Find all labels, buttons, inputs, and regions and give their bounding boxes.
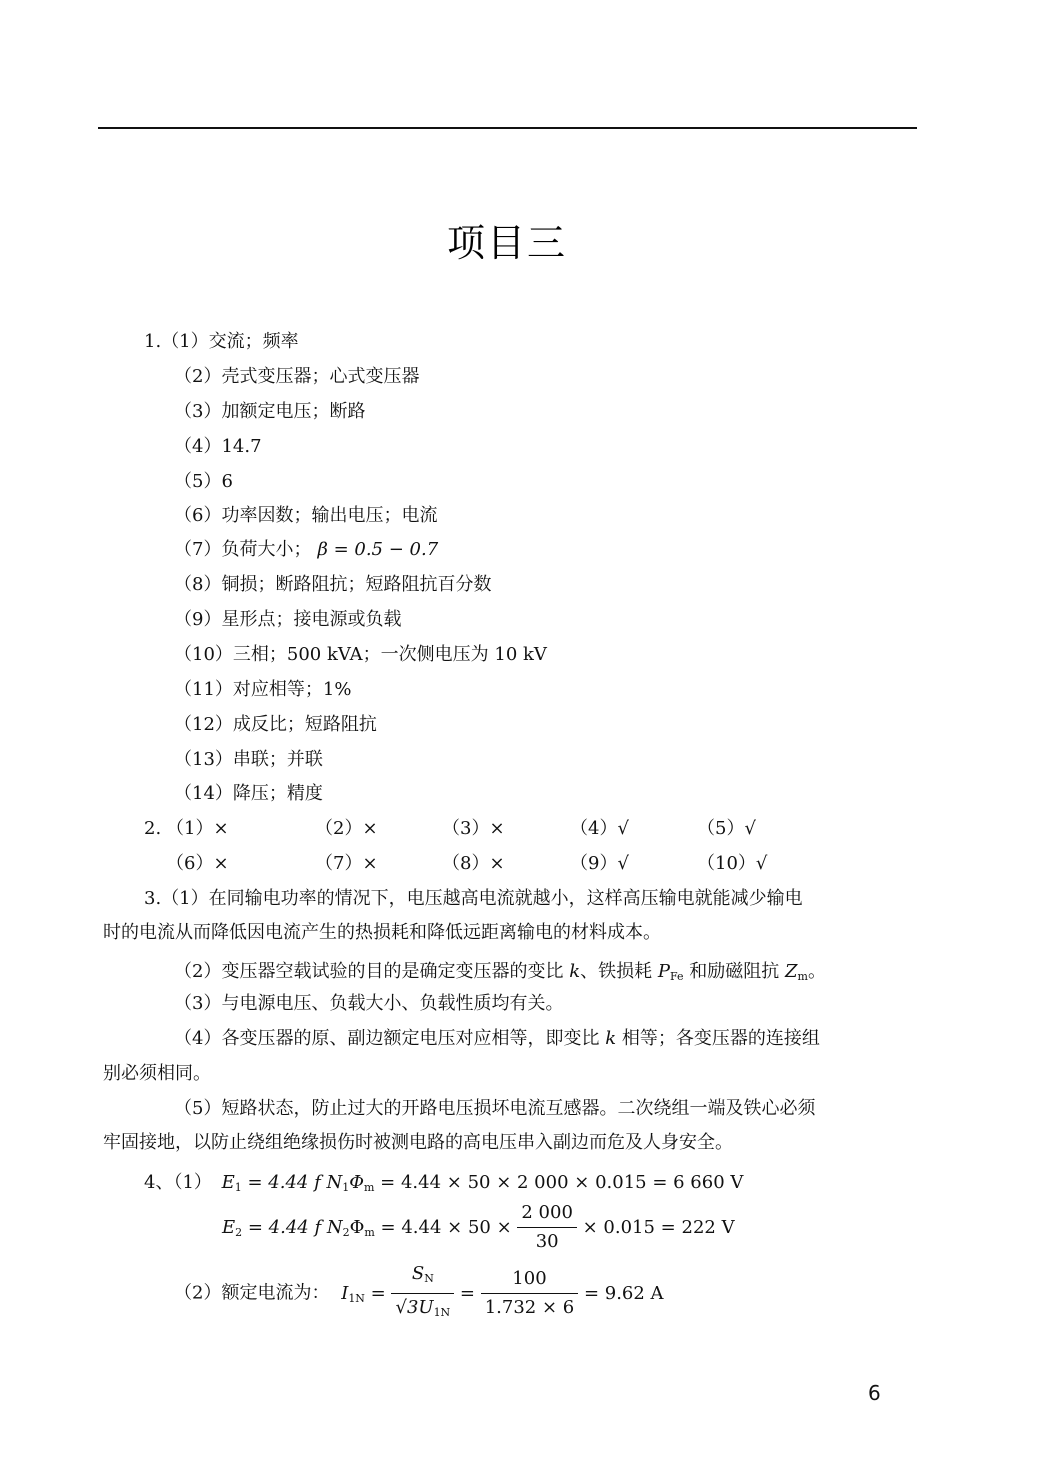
q2-answer-7: （7）×	[315, 853, 378, 874]
i1n-symbol-sub: 1N	[348, 1291, 365, 1305]
page-number: 6	[868, 1381, 881, 1405]
e2-part: = 4.44 × 50 ×	[374, 1216, 518, 1238]
q2-answer-5: （5）√	[697, 818, 756, 839]
q4-part-1-label: （1）	[173, 1172, 212, 1193]
i1n-rhs: = 9.62 A	[578, 1282, 664, 1304]
var-k-2: k	[605, 1028, 617, 1049]
q3-answer-5-line-1: （5）短路状态，防止过大的开路电压损坏电流互感器。二次绕组一端及铁心必须	[174, 1098, 816, 1119]
q4-line-1	[144, 1172, 743, 1199]
page-title: 项目三	[446, 221, 567, 265]
q3-line-1	[144, 888, 803, 910]
q2-answer-9: （9）√	[570, 853, 629, 874]
q3-answer-2-text: （2）变压器空载试验的目的是确定变压器的变比	[174, 961, 564, 982]
i1n-numerator-sub: N	[424, 1272, 434, 1285]
e1-phi-sub: m	[364, 1181, 375, 1194]
q3-answer-4-line-1	[174, 1028, 820, 1050]
q3-answer-4-text-b: 相等；各变压器的连接组	[621, 1028, 820, 1049]
q3-answer-2	[174, 961, 826, 988]
e2-fraction	[517, 1201, 577, 1254]
q1-item-2: （2）壳式变压器；心式变压器	[174, 366, 420, 387]
q2-answer-10: （10）√	[697, 853, 768, 874]
q2-number: 2.	[144, 818, 162, 839]
q3-answer-4-text-a: （4）各变压器的原、副边额定电压对应相等，即变比	[174, 1028, 600, 1049]
q2-answer-6: （6）×	[166, 853, 229, 874]
e2-mid: = 4.44 f N	[242, 1216, 343, 1238]
e2-rhs: × 0.015 = 222 V	[576, 1216, 735, 1238]
i1n-fraction-2	[481, 1267, 579, 1320]
q1-item-11: （11）对应相等；1%	[174, 679, 352, 700]
q4-part-2-label: （2）额定电流为：	[174, 1282, 330, 1304]
header-rule	[98, 127, 917, 129]
i1n-eq: =	[364, 1282, 392, 1304]
e2-denominator: 30	[535, 1231, 559, 1252]
q1-item-10: （10）三相；500 kVA；一次侧电压为 10 kV	[174, 644, 547, 665]
q1-line-1	[144, 331, 299, 353]
q3-answer-2-mid1: 、铁损耗	[580, 961, 653, 982]
q3-answer-4-line-2: 别必须相同。	[103, 1063, 211, 1084]
e1-symbol-sub: 1	[234, 1181, 242, 1194]
i1n-numerator-2: 100	[481, 1267, 579, 1294]
q2-answer-2: （2）×	[315, 818, 378, 839]
q3-answer-2-end: 。	[807, 961, 826, 982]
q2-answer-3: （3）×	[442, 818, 505, 839]
q1-item-12: （12）成反比；短路阻抗	[174, 714, 377, 735]
q2-answer-8: （8）×	[442, 853, 505, 874]
q1-item-8: （8）铜损；断路阻抗；短路阻抗百分数	[174, 574, 492, 595]
e1-mid-sub: 1	[342, 1181, 350, 1194]
e2-symbol-sub: 2	[235, 1225, 243, 1239]
e1-rhs: = 4.44 × 50 × 2 000 × 0.015 = 6 660 V	[374, 1172, 744, 1193]
i1n-denominator-symbol: √3U	[395, 1297, 434, 1318]
e2-phi: Φ	[349, 1216, 365, 1238]
var-p-fe-sub: Fe	[669, 970, 684, 983]
q1-item-14: （14）降压；精度	[174, 783, 323, 804]
e1-symbol: E	[221, 1172, 235, 1193]
i1n-numerator-symbol: S	[411, 1263, 425, 1284]
q3-answer-3: （3）与电源电压、负载大小、负载性质均有关。	[174, 993, 564, 1014]
e1-phi: Φ	[349, 1172, 365, 1193]
i1n-eq2: =	[454, 1282, 481, 1304]
q3-number: 3.	[144, 888, 162, 909]
i1n-denominator-sub: 1N	[433, 1306, 451, 1319]
q1-item-6: （6）功率因数；输出电压；电流	[174, 505, 438, 526]
q1-item-7-formula: β = 0.5 − 0.7	[317, 539, 439, 560]
q4-part-2	[174, 1262, 664, 1325]
var-p-fe: P	[657, 961, 670, 982]
equation-e2	[222, 1201, 735, 1254]
q1-item-7	[174, 539, 438, 561]
q1-item-5: （5）6	[174, 471, 233, 492]
q1-item-1: （1）交流；频率	[161, 331, 299, 352]
q1-item-9: （9）星形点；接电源或负载	[174, 609, 402, 630]
q3-answer-2-mid2: 和励磁阻抗	[689, 961, 780, 982]
i1n-denominator	[391, 1294, 454, 1325]
i1n-numerator	[391, 1262, 454, 1294]
q3-answer-1-line-2: 时的电流从而降低因电流产生的热损耗和降低远距离输电的材料成本。	[103, 922, 661, 943]
e2-numerator: 2 000	[517, 1201, 577, 1228]
equation-e1	[222, 1172, 744, 1193]
e2-expression	[222, 1202, 735, 1252]
q3-answer-5-line-2: 牢固接地，以防止绕组绝缘损伤时被测电路的高电压串入副边而危及人身安全。	[103, 1132, 733, 1153]
var-k: k	[569, 961, 581, 982]
var-z-m: Z	[784, 961, 798, 982]
q2-answer-1: （1）×	[166, 818, 229, 839]
e2-symbol: E	[222, 1216, 236, 1238]
i1n-denominator-2: 1.732 × 6	[484, 1297, 575, 1318]
e2-mid-sub: 2	[342, 1225, 350, 1239]
q4-number: 4、	[144, 1172, 174, 1193]
var-z-m-sub: m	[797, 970, 808, 983]
i1n-fraction	[391, 1262, 454, 1325]
q2-answer-4: （4）√	[570, 818, 629, 839]
q3-answer-1-line-1: （1）在同输电功率的情况下，电压越高电流就越小，这样高压输电就能减少输电	[161, 888, 803, 909]
q1-item-13: （13）串联；并联	[174, 749, 323, 770]
q1-item-7-text: （7）负荷大小；	[174, 539, 312, 560]
e2-phi-sub: m	[364, 1225, 375, 1239]
q1-item-4: （4）14.7	[174, 436, 262, 457]
q1-number: 1.	[144, 331, 162, 352]
i1n-symbol: I	[341, 1282, 349, 1304]
q1-item-3: （3）加额定电压；断路	[174, 401, 366, 422]
e1-mid: = 4.44 f N	[241, 1172, 343, 1193]
